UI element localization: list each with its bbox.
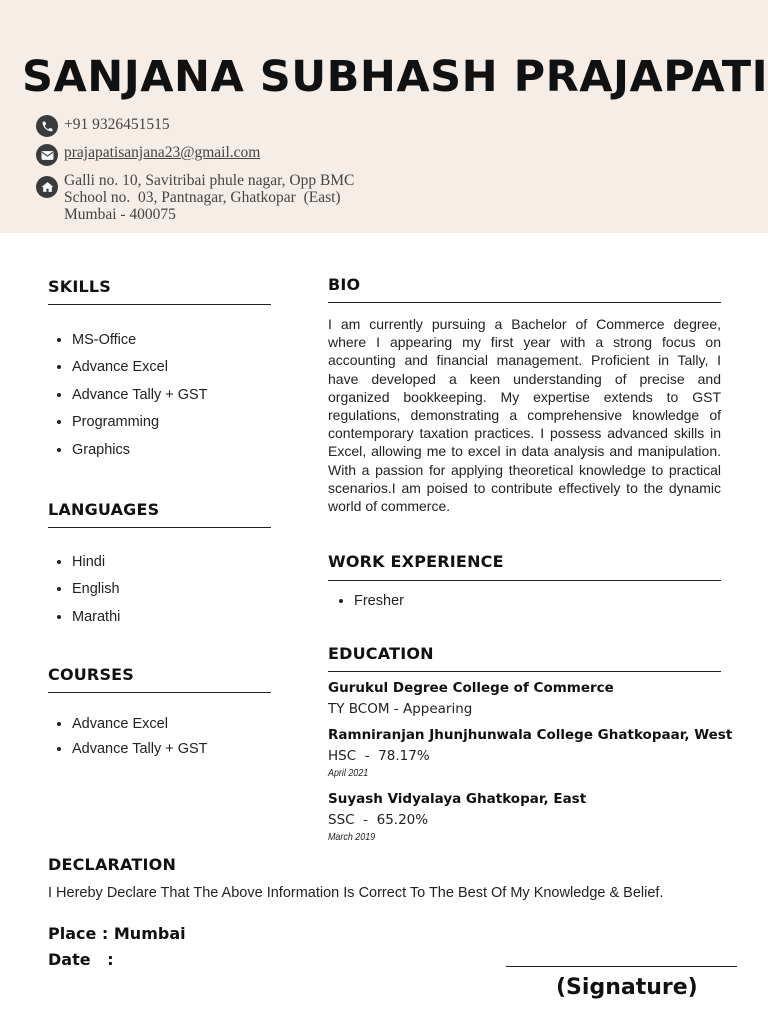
home-icon <box>36 176 58 198</box>
list-item: • English <box>72 576 120 603</box>
courses-divider <box>48 692 271 693</box>
list-item: • Programming <box>72 409 208 436</box>
languages-divider <box>48 527 271 528</box>
education-detail: TY BCOM - Appearing <box>328 701 473 717</box>
place-line: Place : Mumbai <box>48 924 186 943</box>
education-detail: HSC - 78.17% <box>328 748 430 764</box>
list-item: • Advance Tally + GST <box>72 737 208 762</box>
list-item: • Hindi <box>72 549 120 576</box>
skills-list <box>48 327 208 464</box>
email-row <box>36 144 260 166</box>
list-item: • Advance Excel <box>72 354 208 381</box>
bio-divider <box>328 302 721 303</box>
list-item: • Fresher <box>354 592 404 610</box>
address <box>64 172 354 223</box>
address-line: Mumbai - 400075 <box>64 206 176 223</box>
address-row <box>36 172 354 223</box>
languages-heading: LANGUAGES <box>48 500 160 519</box>
education-divider <box>328 671 721 672</box>
education-school: Ramniranjan Jhunjhunwala College Ghatkopaar, West <box>328 727 733 743</box>
list-item: • Advance Excel <box>72 712 208 737</box>
education-school: Suyash Vidyalaya Ghatkopar, East <box>328 791 587 807</box>
declaration-text: I Hereby Declare That The Above Information Is Correct To The Best Of My Knowledge & Belief. <box>48 885 664 901</box>
education-heading: EDUCATION <box>328 644 434 663</box>
address-line: School no. 03, Pantnagar, Ghatkopar (East) <box>64 189 341 206</box>
skills-divider <box>48 304 271 305</box>
email-link[interactable]: prajapatisanjana23@gmail.com <box>64 144 261 161</box>
education-date: April 2021 <box>328 767 369 779</box>
mail-icon <box>36 144 58 166</box>
work-experience-heading: WORK EXPERIENCE <box>328 552 504 571</box>
declaration-heading: DECLARATION <box>48 855 177 874</box>
phone-icon <box>36 115 58 137</box>
work-experience-divider <box>328 580 721 581</box>
phone-number: +91 9326451515 <box>64 116 170 133</box>
signature-label: (Signature) <box>556 975 698 1000</box>
list-item: • Advance Tally + GST <box>72 382 208 409</box>
bio-heading: BIO <box>328 275 361 294</box>
list-item: • MS-Office <box>72 327 208 354</box>
education-date: March 2019 <box>328 831 376 843</box>
header-banner <box>0 0 768 233</box>
work-experience-list <box>330 592 404 610</box>
bio-text: I am currently pursuing a Bachelor of Commerce degree, where I appearing my first year with a strong focus on accounting and financial management. Proficient in Tally, I have developed a keen understanding of precise and organized bookkeeping. My expertise extends to GST regulations, demonstrating a comprehensive knowledge of contemporary taxation practices. I possess advanced skills in Excel, allowing me to excel in data analysis and manipulation. With a passion for applying theoretical knowledge to practical scenarios.I am poised to contribute effectively to the dynamic world of commerce. <box>328 316 721 515</box>
languages-list <box>48 549 120 631</box>
courses-list <box>48 712 208 761</box>
courses-heading: COURSES <box>48 665 135 684</box>
candidate-name: SANJANA SUBHASH PRAJAPATI <box>22 52 768 102</box>
education-school: Gurukul Degree College of Commerce <box>328 680 614 696</box>
skills-heading: SKILLS <box>48 277 111 296</box>
education-detail: SSC - 65.20% <box>328 812 429 828</box>
list-item: • Graphics <box>72 437 208 464</box>
phone-row <box>36 115 170 137</box>
date-line: Date : <box>48 950 114 969</box>
signature-line <box>506 966 737 967</box>
list-item: • Marathi <box>72 604 120 631</box>
address-line: Galli no. 10, Savitribai phule nagar, Opp BMC <box>64 172 355 189</box>
